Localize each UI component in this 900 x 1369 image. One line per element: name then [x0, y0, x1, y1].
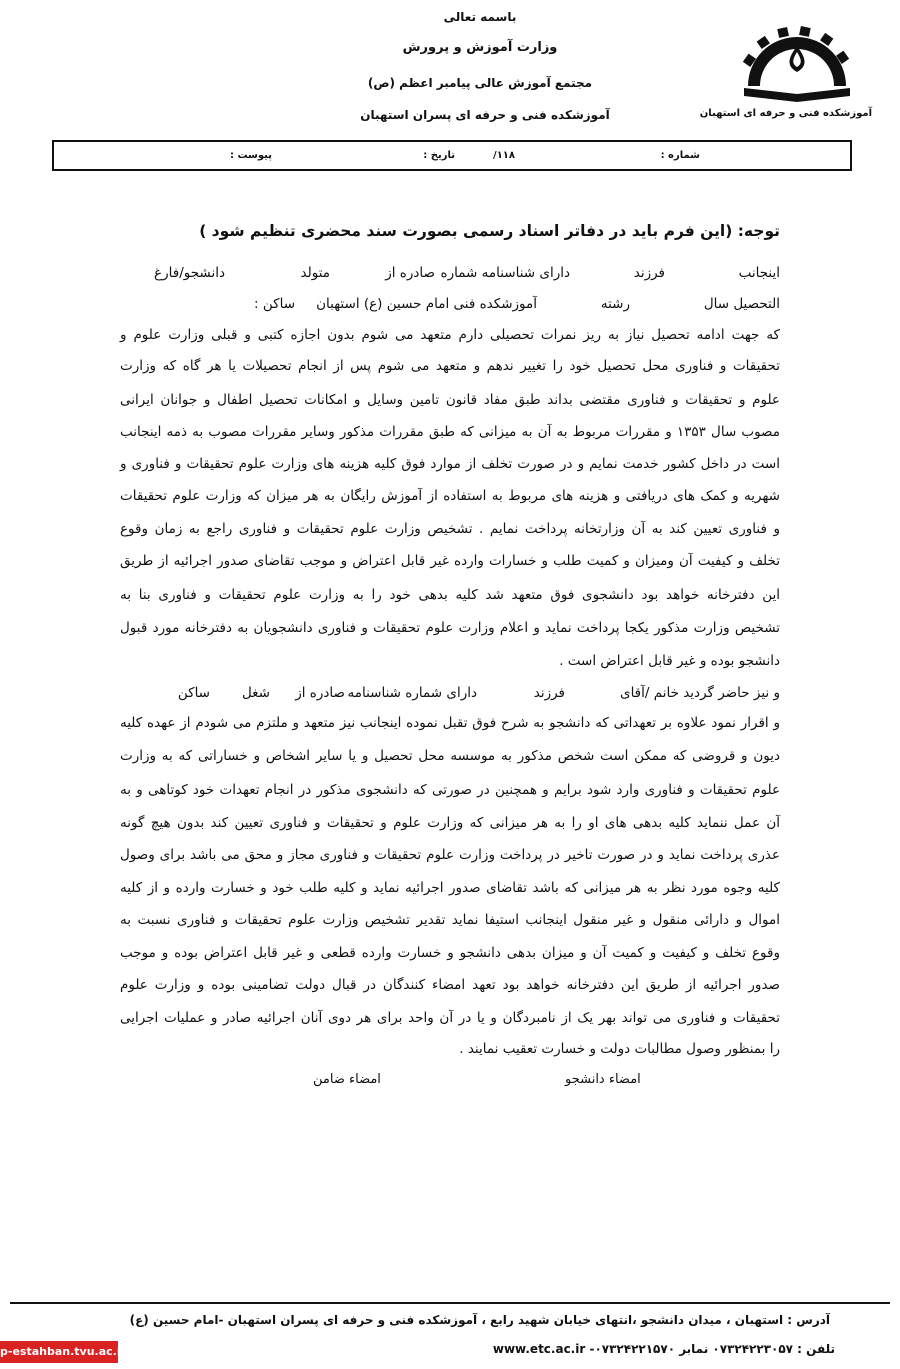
gear-arch-logo-icon	[738, 22, 856, 102]
paragraph-line: آن عمل ننماید کلیه بدهی های او را به هر میزانی که وزارت علوم و تحقیقات و فناوری تعیین کند بدون هیچ گونه	[120, 815, 780, 831]
field-label: صادره از	[295, 685, 345, 701]
guarantor-signature-label: امضاء ضامن	[313, 1072, 381, 1087]
header-bismillah: باسمه تعالی	[443, 10, 517, 24]
student-fields-row-2	[120, 296, 780, 316]
paragraph-line: است در داخل کشور خدمت نمایم و در صورت تخلف از موارد فوق کلیه هزینه های وزارت علوم تحقیقات و فناوری و	[120, 456, 780, 472]
field-label: صادره از	[385, 265, 435, 281]
paragraph-line: تخلف و کیفیت آن ومیزان و کمیت طلب و خسارات وارده غیر قابل اعتراض و موجب تقاضای صدور اجرائیه از طریق	[120, 553, 780, 569]
student-fields-row-1	[120, 265, 780, 285]
site-url-badge[interactable]: p-estahban.tvu.ac.ir	[0, 1341, 118, 1363]
paragraph-line: و اقرار نمود علاوه بر تعهداتی که دانشجو به شرح فوق تقبل نموده اینجانب نیز متعهد و ملتزم می شودم از عهده کلیه	[120, 715, 780, 731]
paragraph-line: و فناوری تعیین کند به آن وزارتخانه پرداخت نمایم . تشخیص وزارت علوم تحقیقات و فناوری راجع به زمان وقوع	[120, 521, 780, 537]
field-label: و نیز حاضر گردید خانم /آقای	[620, 685, 780, 701]
logo-caption: آموزشکده فنی و حرفه ای استهبان	[699, 108, 872, 119]
field-label: ساکن :	[254, 296, 295, 312]
notarization-notice: توجه: (این فرم باید در دفاتر اسناد رسمی بصورت سند محضری تنظیم شود )	[199, 222, 780, 240]
field-label: التحصیل سال	[703, 296, 780, 312]
footer-divider	[10, 1302, 890, 1304]
field-label: فرزند	[633, 265, 665, 281]
letter-info-box	[52, 140, 852, 171]
field-label: متولد	[300, 265, 330, 281]
field-label: اینجانب	[738, 265, 780, 281]
paragraph-line: اموال و دارائی منقول و غیر منقول اینجانب استیفا نماید تقدیر تشخیص وزارت علوم تحقیقات و فناوری نسبت به	[120, 912, 780, 928]
field-label: آموزشکده فنی امام حسین (ع) استهبان	[316, 296, 537, 312]
footer-phone: تلفن : ۰۷۳۲۴۲۲۳۰۵۷ نمابر ۰۷۳۲۴۲۲۱۵۷۰- www.etc.ac.ir	[492, 1342, 835, 1356]
footer-address: آدرس : استهبان ، میدان دانشجو ،انتهای خیابان شهید رابع ، آموزشکده فنی و حرفه ای پسران استهبان -امام حسین (ع)	[129, 1313, 830, 1327]
paragraph-line: دیون و قروضی که ممکن است شخص مذکور به موسسه محل تحصیل و یا سایر اشخاص و خساراتی که به وزارت	[120, 748, 780, 764]
institute-logo	[699, 22, 872, 132]
student-signature-label: امضاء دانشجو	[565, 1072, 641, 1087]
header-college: آموزشکده فنی و حرفه ای پسران استهبان	[360, 108, 610, 122]
paragraph-line: دانشجو بوده و غیر قابل اعتراض است .	[559, 653, 780, 669]
field-label: فرزند	[533, 685, 565, 701]
paragraph-line: که جهت ادامه تحصیل نیاز به ریز نمرات تحصیلی دارم متعهد می شوم بدون اجازه کتبی و قبلی وزارت علوم و	[120, 327, 780, 343]
paragraph-line: شهریه و کمک های دریافتی و هزینه های مربوط به استفاده از آموزش رایگان به هر میزان که وزارت علوم تحقیقات	[120, 488, 780, 504]
paragraph-line: عذری پرداخت نماید و در صورت تاخیر در پرداخت وزارت علوم تحقیقات و فناوری مجاز و محق می باشد برای وصول	[120, 847, 780, 863]
field-label: ساکن	[177, 685, 210, 701]
paragraph-line: مصوب سال ۱۳۵۳ و مقررات مربوط به آن به میزانی که طبق مقررات مذکور وسایر مقررات مصوب به ذمه اینجانب	[120, 424, 781, 440]
header-complex: مجتمع آموزش عالی پیامبر اعظم (ص)	[367, 76, 593, 90]
number-value: ۱۱۸/	[493, 150, 515, 161]
paragraph-line: صدور اجرائیه از طریق این دفترخانه خواهد بود تعهد امضاء کنندگان در قبال دولت تضامینی بوده و وزارت علوم	[120, 977, 780, 993]
field-label: دانشجو/فارغ	[154, 265, 225, 281]
paragraph-line: کلیه وجوه مورد نظر به هر میزانی که باشد تقاضای صدور اجرائیه نماید و کلیه طلب خود و خسارت وارده و از کلیه	[120, 880, 780, 896]
paragraph-line: علوم تحقیقات و فناوری وارد شود برایم و همچنین در صورتی که دانشجوی مذکور در انجام تعهدات خود کوتاهی و به	[120, 782, 780, 798]
paragraph-line: وقوع تخلف و کیفیت و کمیت آن و میزان بدهی دانشجو و خسارت وارده قطعی و غیر قابل اعتراض بوده و موجب	[120, 945, 780, 961]
attachment-label: پیوست :	[229, 150, 272, 161]
paragraph-line: علوم و تحقیقات و فناوری مقتضی بداند طبق مفاد قانون تامین وسایل و امکانات تحصیل اطفال و جوانان ایرانی	[120, 392, 780, 408]
field-label: رشته	[600, 296, 630, 312]
field-label: دارای شماره شناسنامه	[347, 685, 477, 701]
paragraph-line: را بمنظور وصول مطالبات دولت و خسارت تعقیب نمایند .	[459, 1041, 780, 1057]
number-label: شماره :	[660, 150, 700, 161]
date-label: تاریخ :	[423, 150, 455, 161]
field-label: دارای شناسنامه شماره	[440, 265, 570, 281]
paragraph-line: این دفترخانه خواهد بود دانشجوی فوق متعهد شد کلیه بدهی خود را به وزارت علوم تحقیقات و فناوری بنا به	[120, 587, 780, 603]
field-label: شغل	[241, 685, 270, 701]
paragraph-line: تحقیقات و فناوری محل تحصیل خود را تغییر ندهم و متعهد می شوم پس از انجام تحصیلات یا هر گاه که وزارت	[120, 358, 780, 374]
header-ministry: وزارت آموزش و پرورش	[402, 40, 558, 55]
paragraph-line: تحقیقات و فناوری می تواند بهر یک از نامبردگان و یا در آن واحد برای هر دوی آنان اجرائیه صادر و عملیات اجرایی	[120, 1010, 780, 1026]
paragraph-line: تشخیص وزارت مذکور یکجا پرداخت نماید و اعلام وزارت علوم تحقیقات و فناوری دانشجویان به دفترخانه مورد قبول	[120, 620, 780, 636]
guarantor-fields-row	[120, 685, 780, 705]
